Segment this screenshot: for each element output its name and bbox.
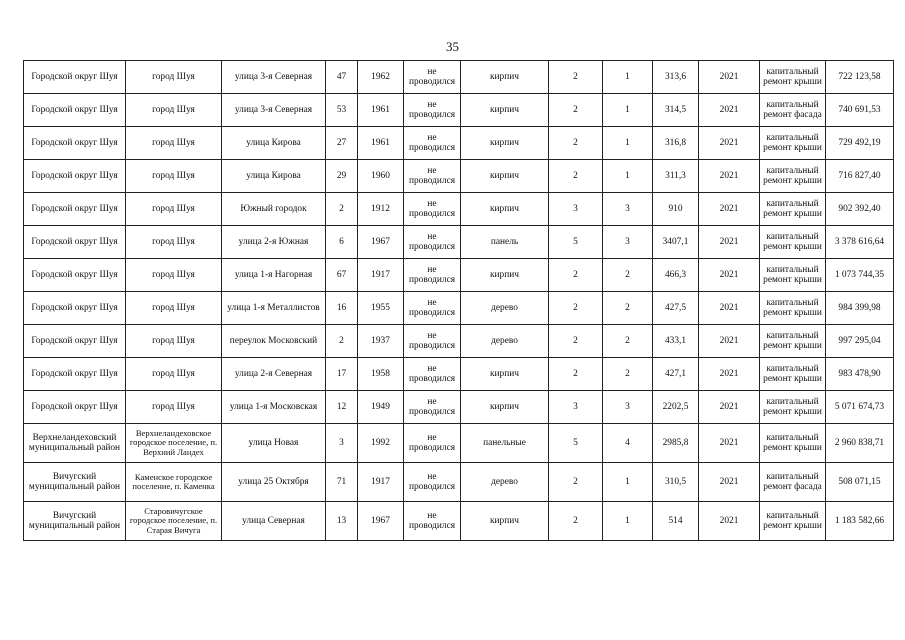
- build-year-cell: 1967: [358, 502, 404, 541]
- wall-material-cell: кирпич: [461, 94, 549, 127]
- entrances-cell: 2: [603, 259, 653, 292]
- street-cell: улица 1-я Металлистов: [222, 292, 326, 325]
- table-row: [24, 61, 894, 94]
- settlement-cell: город Шуя: [126, 94, 222, 127]
- work-type-cell: капитальный ремонт крыши: [760, 358, 826, 391]
- area-cell: 2985,8: [653, 424, 699, 463]
- street-cell: улица 3-я Северная: [222, 61, 326, 94]
- house-number-cell: 6: [326, 226, 358, 259]
- house-number-cell: 16: [326, 292, 358, 325]
- street-cell: улица Кирова: [222, 160, 326, 193]
- table-row: [24, 160, 894, 193]
- work-type-cell: капитальный ремонт крыши: [760, 502, 826, 541]
- plan-year-cell: 2021: [699, 193, 760, 226]
- plan-year-cell: 2021: [699, 391, 760, 424]
- settlement-cell: город Шуя: [126, 160, 222, 193]
- municipality-cell: Городской округ Шуя: [24, 259, 126, 292]
- last-repair-cell: не проводился: [404, 226, 461, 259]
- street-cell: улица Кирова: [222, 127, 326, 160]
- wall-material-cell: кирпич: [461, 502, 549, 541]
- plan-year-cell: 2021: [699, 226, 760, 259]
- cost-cell: 984 399,98: [826, 292, 894, 325]
- house-number-cell: 12: [326, 391, 358, 424]
- build-year-cell: 1960: [358, 160, 404, 193]
- plan-year-cell: 2021: [699, 292, 760, 325]
- street-cell: улица Новая: [222, 424, 326, 463]
- settlement-cell: город Шуя: [126, 325, 222, 358]
- floors-cell: 2: [549, 94, 603, 127]
- municipality-cell: Вичугский муниципальный район: [24, 463, 126, 502]
- municipality-cell: Городской округ Шуя: [24, 94, 126, 127]
- floors-cell: 2: [549, 463, 603, 502]
- municipality-cell: Городской округ Шуя: [24, 292, 126, 325]
- entrances-cell: 1: [603, 61, 653, 94]
- floors-cell: 2: [549, 325, 603, 358]
- area-cell: 3407,1: [653, 226, 699, 259]
- last-repair-cell: не проводился: [404, 160, 461, 193]
- table-row: [24, 502, 894, 541]
- table-row: [24, 226, 894, 259]
- settlement-cell: город Шуя: [126, 226, 222, 259]
- last-repair-cell: не проводился: [404, 292, 461, 325]
- area-cell: 316,8: [653, 127, 699, 160]
- area-cell: 310,5: [653, 463, 699, 502]
- wall-material-cell: кирпич: [461, 391, 549, 424]
- house-number-cell: 53: [326, 94, 358, 127]
- table-row: [24, 391, 894, 424]
- build-year-cell: 1962: [358, 61, 404, 94]
- build-year-cell: 1955: [358, 292, 404, 325]
- house-number-cell: 71: [326, 463, 358, 502]
- last-repair-cell: не проводился: [404, 61, 461, 94]
- floors-cell: 3: [549, 193, 603, 226]
- wall-material-cell: дерево: [461, 463, 549, 502]
- table-row: [24, 259, 894, 292]
- entrances-cell: 1: [603, 160, 653, 193]
- street-cell: улица 2-я Северная: [222, 358, 326, 391]
- last-repair-cell: не проводился: [404, 259, 461, 292]
- house-number-cell: 47: [326, 61, 358, 94]
- table-row: [24, 424, 894, 463]
- area-cell: 314,5: [653, 94, 699, 127]
- table-row: [24, 127, 894, 160]
- settlement-cell: город Шуя: [126, 127, 222, 160]
- wall-material-cell: кирпич: [461, 193, 549, 226]
- cost-cell: 983 478,90: [826, 358, 894, 391]
- cost-cell: 729 492,19: [826, 127, 894, 160]
- house-number-cell: 13: [326, 502, 358, 541]
- work-type-cell: капитальный ремонт крыши: [760, 193, 826, 226]
- entrances-cell: 2: [603, 292, 653, 325]
- build-year-cell: 1937: [358, 325, 404, 358]
- last-repair-cell: не проводился: [404, 325, 461, 358]
- wall-material-cell: кирпич: [461, 358, 549, 391]
- street-cell: переулок Московский: [222, 325, 326, 358]
- settlement-cell: город Шуя: [126, 391, 222, 424]
- table-row: [24, 463, 894, 502]
- wall-material-cell: панель: [461, 226, 549, 259]
- wall-material-cell: кирпич: [461, 259, 549, 292]
- work-type-cell: капитальный ремонт крыши: [760, 424, 826, 463]
- street-cell: улица 25 Октября: [222, 463, 326, 502]
- settlement-cell: город Шуя: [126, 292, 222, 325]
- municipality-cell: Городской округ Шуя: [24, 325, 126, 358]
- house-number-cell: 17: [326, 358, 358, 391]
- floors-cell: 2: [549, 160, 603, 193]
- last-repair-cell: не проводился: [404, 94, 461, 127]
- entrances-cell: 3: [603, 226, 653, 259]
- street-cell: улица 3-я Северная: [222, 94, 326, 127]
- house-number-cell: 2: [326, 325, 358, 358]
- work-type-cell: капитальный ремонт крыши: [760, 226, 826, 259]
- cost-cell: 2 960 838,71: [826, 424, 894, 463]
- build-year-cell: 1992: [358, 424, 404, 463]
- table-row: [24, 94, 894, 127]
- area-cell: 427,5: [653, 292, 699, 325]
- cost-cell: 1 183 582,66: [826, 502, 894, 541]
- last-repair-cell: не проводился: [404, 502, 461, 541]
- street-cell: Южный городок: [222, 193, 326, 226]
- settlement-cell: Каменское городское поселение, п. Каменка: [126, 463, 222, 502]
- plan-year-cell: 2021: [699, 94, 760, 127]
- work-type-cell: капитальный ремонт крыши: [760, 160, 826, 193]
- entrances-cell: 1: [603, 502, 653, 541]
- entrances-cell: 4: [603, 424, 653, 463]
- wall-material-cell: кирпич: [461, 61, 549, 94]
- area-cell: 433,1: [653, 325, 699, 358]
- build-year-cell: 1958: [358, 358, 404, 391]
- street-cell: улица 1-я Нагорная: [222, 259, 326, 292]
- settlement-cell: город Шуя: [126, 358, 222, 391]
- entrances-cell: 2: [603, 325, 653, 358]
- work-type-cell: капитальный ремонт крыши: [760, 259, 826, 292]
- municipality-cell: Городской округ Шуя: [24, 226, 126, 259]
- build-year-cell: 1949: [358, 391, 404, 424]
- settlement-cell: город Шуя: [126, 61, 222, 94]
- settlement-cell: город Шуя: [126, 259, 222, 292]
- settlement-cell: город Шуя: [126, 193, 222, 226]
- floors-cell: 3: [549, 391, 603, 424]
- municipality-cell: Городской округ Шуя: [24, 127, 126, 160]
- work-type-cell: капитальный ремонт крыши: [760, 61, 826, 94]
- area-cell: 313,6: [653, 61, 699, 94]
- last-repair-cell: не проводился: [404, 424, 461, 463]
- floors-cell: 2: [549, 502, 603, 541]
- cost-cell: 1 073 744,35: [826, 259, 894, 292]
- last-repair-cell: не проводился: [404, 193, 461, 226]
- settlement-cell: Верхнеландеховское городское поселение, п. Верхний Ландех: [126, 424, 222, 463]
- table-row: [24, 358, 894, 391]
- work-type-cell: капитальный ремонт фасада: [760, 94, 826, 127]
- plan-year-cell: 2021: [699, 61, 760, 94]
- build-year-cell: 1961: [358, 94, 404, 127]
- settlement-cell: Старовичугское городское поселение, п. Старая Вичуга: [126, 502, 222, 541]
- floors-cell: 5: [549, 424, 603, 463]
- plan-year-cell: 2021: [699, 325, 760, 358]
- municipality-cell: Городской округ Шуя: [24, 391, 126, 424]
- plan-year-cell: 2021: [699, 424, 760, 463]
- work-type-cell: капитальный ремонт крыши: [760, 391, 826, 424]
- municipality-cell: Городской округ Шуя: [24, 160, 126, 193]
- wall-material-cell: панельные: [461, 424, 549, 463]
- cost-cell: 5 071 674,73: [826, 391, 894, 424]
- table-row: [24, 325, 894, 358]
- last-repair-cell: не проводился: [404, 358, 461, 391]
- wall-material-cell: дерево: [461, 292, 549, 325]
- floors-cell: 2: [549, 292, 603, 325]
- municipality-cell: Верхнеландеховский муниципальный район: [24, 424, 126, 463]
- area-cell: 466,3: [653, 259, 699, 292]
- build-year-cell: 1967: [358, 226, 404, 259]
- house-number-cell: 67: [326, 259, 358, 292]
- wall-material-cell: дерево: [461, 325, 549, 358]
- work-type-cell: капитальный ремонт крыши: [760, 127, 826, 160]
- build-year-cell: 1917: [358, 463, 404, 502]
- entrances-cell: 3: [603, 391, 653, 424]
- floors-cell: 2: [549, 61, 603, 94]
- floors-cell: 2: [549, 127, 603, 160]
- repair-program-table: [23, 60, 894, 541]
- entrances-cell: 1: [603, 463, 653, 502]
- work-type-cell: капитальный ремонт крыши: [760, 292, 826, 325]
- floors-cell: 2: [549, 259, 603, 292]
- cost-cell: 740 691,53: [826, 94, 894, 127]
- cost-cell: 722 123,58: [826, 61, 894, 94]
- cost-cell: 997 295,04: [826, 325, 894, 358]
- page-number: 35: [446, 39, 459, 54]
- plan-year-cell: 2021: [699, 502, 760, 541]
- plan-year-cell: 2021: [699, 127, 760, 160]
- area-cell: 427,1: [653, 358, 699, 391]
- last-repair-cell: не проводился: [404, 391, 461, 424]
- table-row: [24, 193, 894, 226]
- cost-cell: 508 071,15: [826, 463, 894, 502]
- plan-year-cell: 2021: [699, 358, 760, 391]
- house-number-cell: 27: [326, 127, 358, 160]
- cost-cell: 902 392,40: [826, 193, 894, 226]
- municipality-cell: Городской округ Шуя: [24, 61, 126, 94]
- house-number-cell: 3: [326, 424, 358, 463]
- table-row: [24, 292, 894, 325]
- build-year-cell: 1912: [358, 193, 404, 226]
- floors-cell: 2: [549, 358, 603, 391]
- cost-cell: 3 378 616,64: [826, 226, 894, 259]
- area-cell: 910: [653, 193, 699, 226]
- wall-material-cell: кирпич: [461, 127, 549, 160]
- municipality-cell: Вичугский муниципальный район: [24, 502, 126, 541]
- work-type-cell: капитальный ремонт фасада: [760, 463, 826, 502]
- build-year-cell: 1961: [358, 127, 404, 160]
- municipality-cell: Городской округ Шуя: [24, 358, 126, 391]
- plan-year-cell: 2021: [699, 160, 760, 193]
- floors-cell: 5: [549, 226, 603, 259]
- street-cell: улица Северная: [222, 502, 326, 541]
- cost-cell: 716 827,40: [826, 160, 894, 193]
- area-cell: 514: [653, 502, 699, 541]
- entrances-cell: 2: [603, 358, 653, 391]
- wall-material-cell: кирпич: [461, 160, 549, 193]
- house-number-cell: 29: [326, 160, 358, 193]
- street-cell: улица 2-я Южная: [222, 226, 326, 259]
- street-cell: улица 1-я Московская: [222, 391, 326, 424]
- last-repair-cell: не проводился: [404, 463, 461, 502]
- area-cell: 311,3: [653, 160, 699, 193]
- plan-year-cell: 2021: [699, 463, 760, 502]
- build-year-cell: 1917: [358, 259, 404, 292]
- entrances-cell: 1: [603, 94, 653, 127]
- plan-year-cell: 2021: [699, 259, 760, 292]
- last-repair-cell: не проводился: [404, 127, 461, 160]
- entrances-cell: 1: [603, 127, 653, 160]
- house-number-cell: 2: [326, 193, 358, 226]
- entrances-cell: 3: [603, 193, 653, 226]
- area-cell: 2202,5: [653, 391, 699, 424]
- work-type-cell: капитальный ремонт крыши: [760, 325, 826, 358]
- municipality-cell: Городской округ Шуя: [24, 193, 126, 226]
